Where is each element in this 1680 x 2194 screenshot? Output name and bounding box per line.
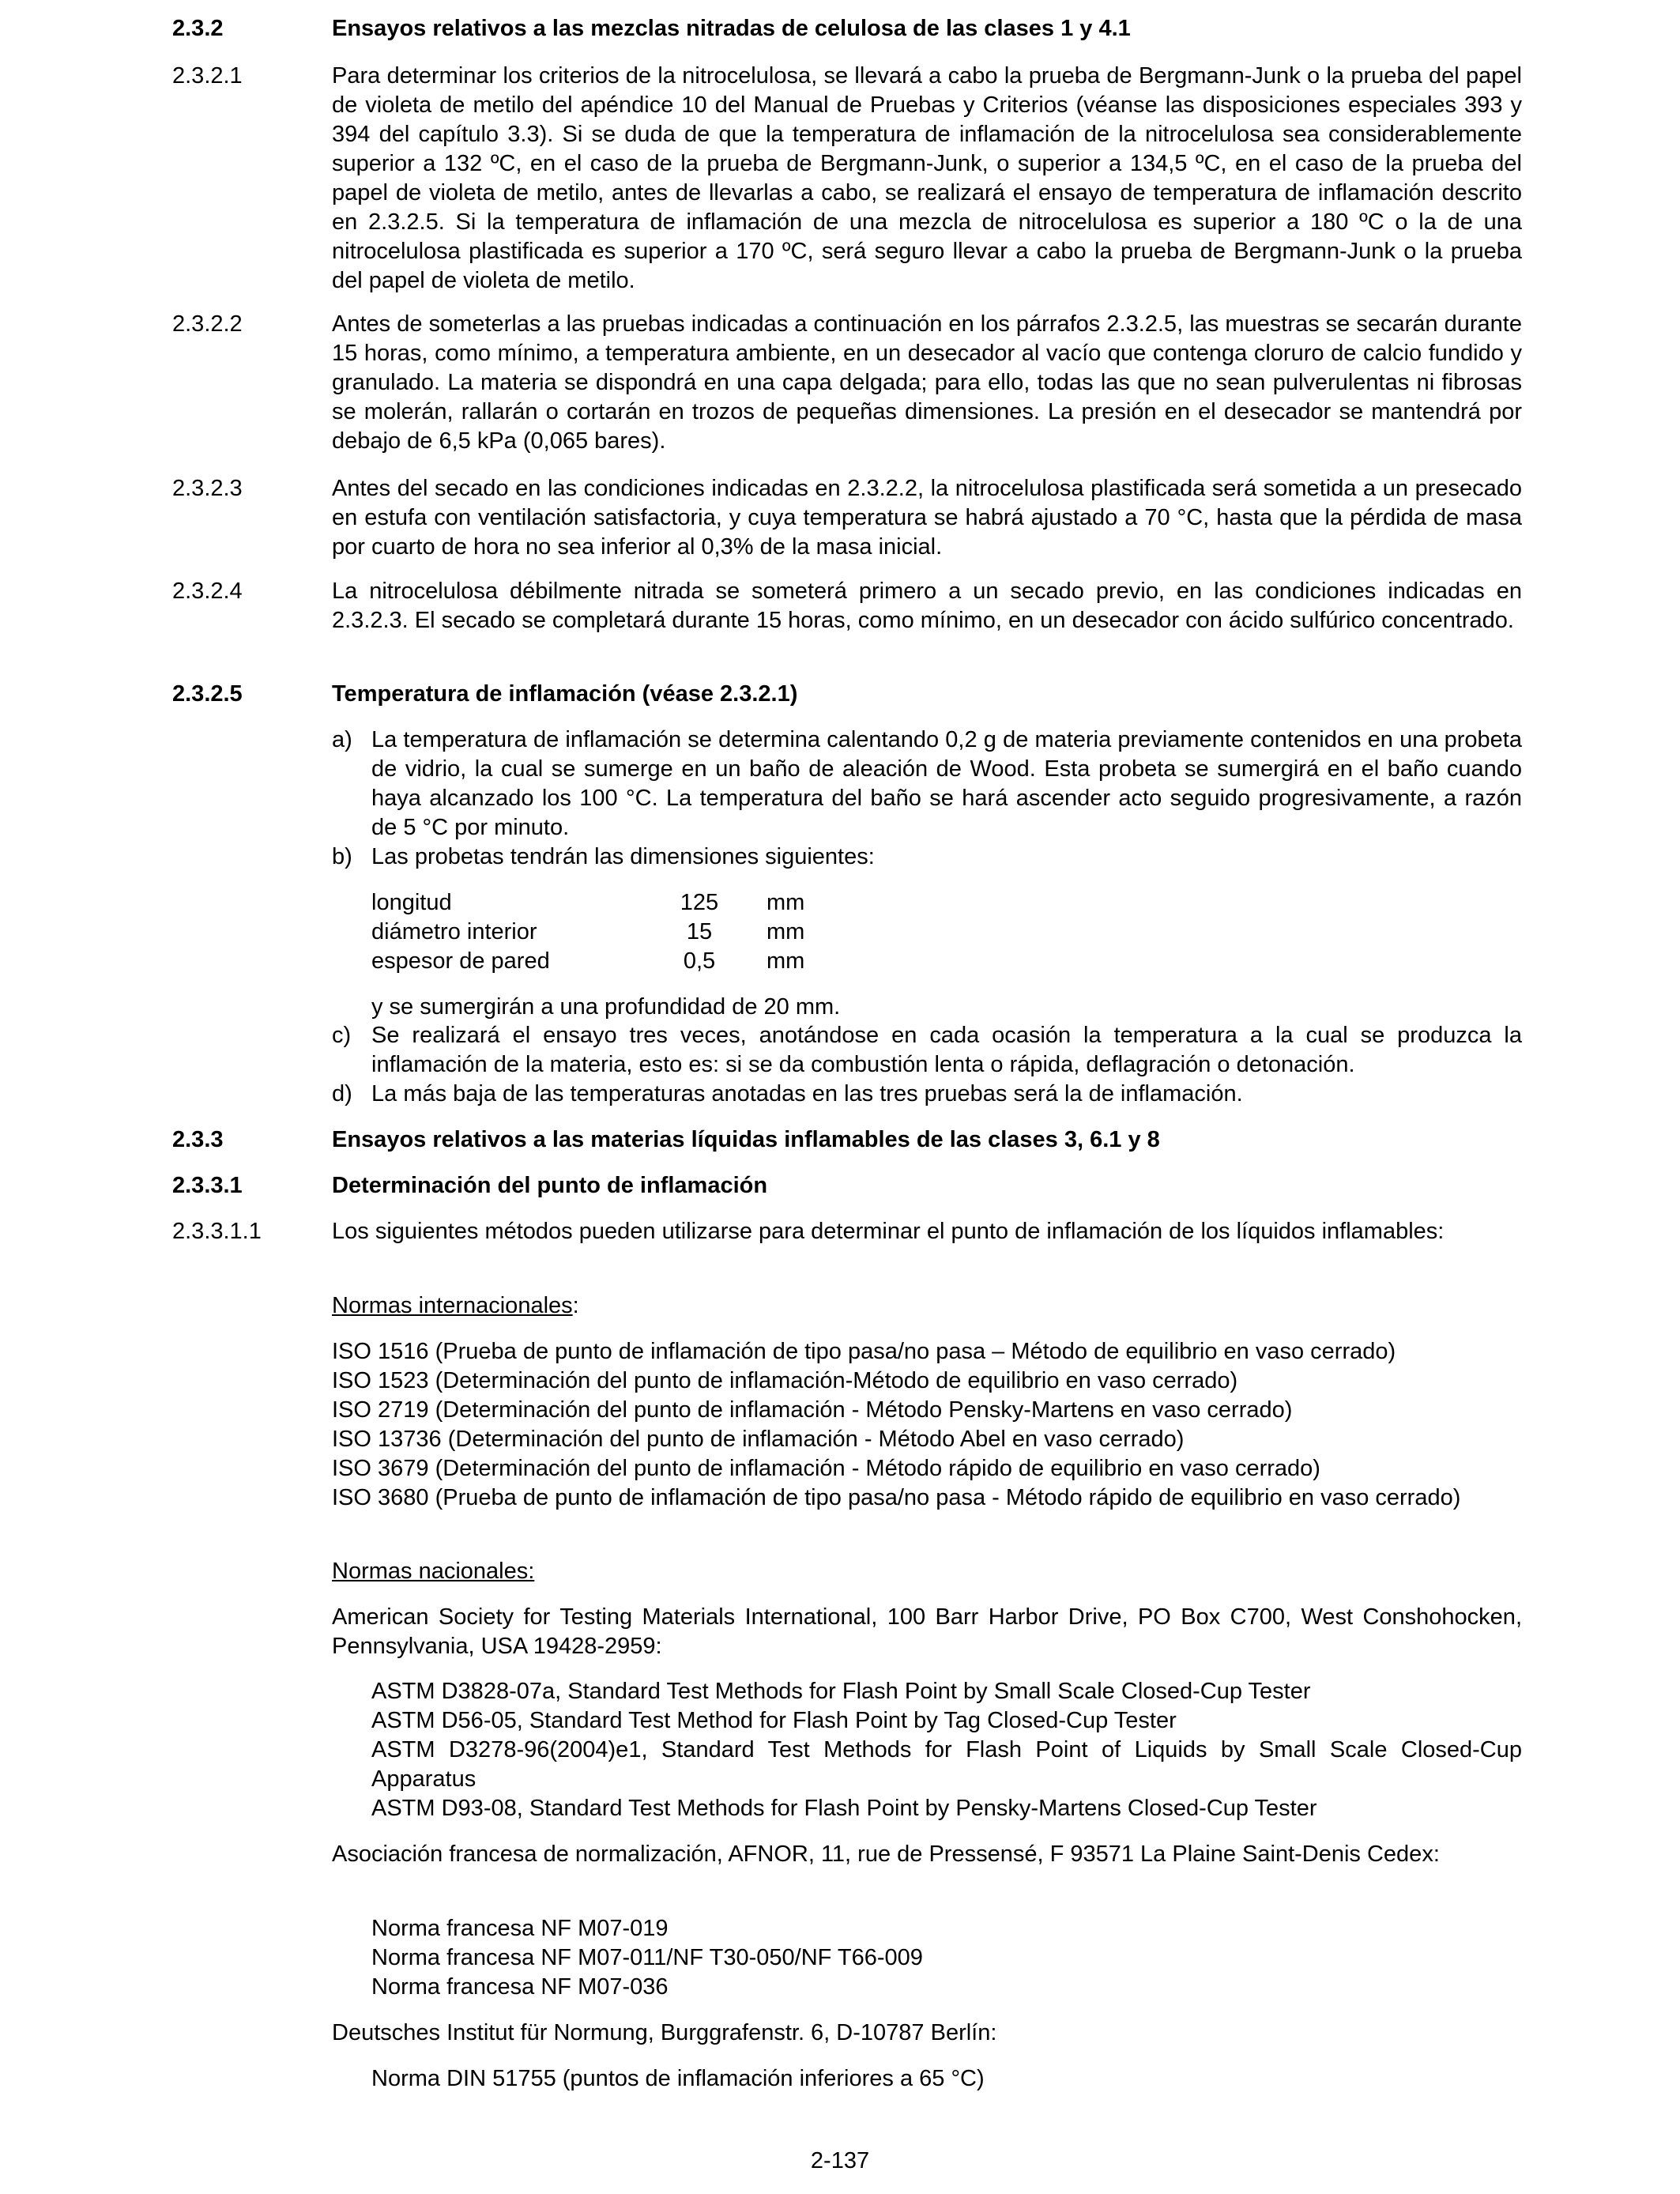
dimension-value: 15 [686,919,713,944]
list-item-b-continuation: y se sumergirán a una profundidad de 20 mm. [371,994,841,1020]
dimension-row [371,918,925,947]
heading-text: Normas internacionales [332,1293,573,1318]
list-item: ASTM D93-08, Standard Test Methods for Flash Point by Pensky-Martens Closed-Cup Tester [371,1796,1317,1821]
din-organization: Deutsches Institut für Normung, Burggrafenstr. 6, D-10787 Berlín: [332,2020,997,2045]
list-label: b) [332,844,352,869]
list-item: ISO 1523 (Determinación del punto de inflamación-Método de equilibrio en vaso cerrado) [332,1368,1238,1393]
afnor-standards-list [371,1914,1522,2002]
dimension-unit: mm [767,919,805,944]
list-text: Se realizará el ensayo tres veces, anotándose en cada ocasión la temperatura a la cual se produzca la inflamación de la materia, esto es: si se da combustión lenta o rápida, deflagración o detonación. [371,1023,1522,1077]
paragraph-text: Antes de someterlas a las pruebas indicadas a continuación en los párrafos 2.3.2.5, las muestras se secarán durante 15 horas, como mínimo, a temperatura ambiente, en un desecador al vacío que contenga cloruro de calcio fundido y granulado. La materia se dispondrá en una capa delgada; para ello, todas las que no sean pulverulentas ni fibrosas se molerán, rallarán o cortarán en trozos de pequeñas dimensiones. La presión en el desecador se mantendrá por debajo de 6,5 kPa (0,065 bares). [332,311,1522,454]
paragraph-text: Los siguientes métodos pueden utilizarse para determinar el punto de inflamación de los líquidos inflamables: [332,1219,1445,1244]
list-item: ASTM D3278-96(2004)e1, Standard Test Methods for Flash Point of Liquids by Small Scale Closed-Cup Apparatus [371,1737,1522,1792]
international-standards-heading [332,1291,1522,1321]
list-item: ISO 3680 (Prueba de punto de inflamación de tipo pasa/no pasa - Método rápido de equilibrio en vaso cerrado) [332,1485,1461,1510]
list-item: ISO 1516 (Prueba de punto de inflamación de tipo pasa/no pasa – Método de equilibrio en vaso cerrado) [332,1339,1396,1364]
section-title: Ensayos relativos a las materias líquidas inflamables de las clases 3, 6.1 y 8 [332,1127,1160,1152]
section-title: Ensayos relativos a las mezclas nitradas de celulosa de las clases 1 y 4.1 [332,16,1131,41]
section-title: Determinación del punto de inflamación [332,1173,768,1198]
list-item: ISO 2719 (Determinación del punto de inflamación - Método Pensky-Martens en vaso cerrado) [332,1397,1293,1423]
paragraph-number: 2.3.3.1.1 [172,1219,262,1244]
international-standards-list [332,1337,1522,1513]
dimension-row [371,947,925,976]
list-item: Norma francesa NF M07-011/NF T30-050/NF T66-009 [371,1945,923,1970]
dimension-unit: mm [767,948,805,974]
list-item: Norma francesa NF M07-036 [371,1974,669,2000]
section-number: 2.3.3 [172,1127,224,1152]
heading-colon: : [572,1293,579,1318]
dimension-row [371,888,925,918]
dimension-unit: mm [767,890,805,915]
national-standards-heading [332,1557,1522,1586]
dimension-name: diámetro interior [371,919,537,944]
dimension-name: longitud [371,890,452,915]
section-number: 2.3.2 [172,16,224,41]
list-item: ASTM D56-05, Standard Test Method for Flash Point by Tag Closed-Cup Tester [371,1708,1177,1733]
list-text: La más baja de las temperaturas anotadas en las tres pruebas será la de inflamación. [371,1081,1243,1106]
paragraph-number: 2.3.2.3 [172,476,243,501]
list-item: ASTM D3828-07a, Standard Test Methods for Flash Point by Small Scale Closed-Cup Tester [371,1679,1311,1704]
list-item: ISO 3679 (Determinación del punto de inflamación - Método rápido de equilibrio en vaso cerrado) [332,1456,1320,1481]
paragraph-number: 2.3.2.2 [172,311,243,337]
paragraph-text: Antes del secado en las condiciones indicadas en 2.3.2.2, la nitrocelulosa plastificada será sometida a un presecado en estufa con ventilación satisfactoria, y cuya temperatura se habrá ajustado a 70 °C, hasta que la pérdida de masa por cuarto de hora no sea inferior al 0,3% de la masa inicial. [332,476,1522,560]
section-number: 2.3.3.1 [172,1173,243,1198]
paragraph-number: 2.3.2.1 [172,63,243,89]
din-standard: Norma DIN 51755 (puntos de inflamación inferiores a 65 °C) [371,2066,985,2091]
paragraph-number: 2.3.2.4 [172,579,243,604]
list-text: Las probetas tendrán las dimensiones siguientes: [371,844,875,869]
paragraph-text: Para determinar los criterios de la nitrocelulosa, se llevará a cabo la prueba de Bergmann-Junk o la prueba del papel de violeta de metilo del apéndice 10 del Manual de Pruebas y Criterios (véanse las disposiciones especiales 393 y 394 del capítulo 3.3). Si se duda de que la temperatura de inflamación de la nitrocelulosa sea considerablemente superior a 132 ºC, en el caso de la prueba de Bergmann-Junk, o superior a 134,5 ºC, en el caso de la prueba del papel de violeta de metilo, antes de llevarlas a cabo, se realizará el ensayo de temperatura de inflamación descrito en 2.3.2.5. Si la temperatura de inflamación de una mezcla de nitrocelulosa es superior a 180 ºC o la de una nitrocelulosa plastificada es superior a 170 ºC, será seguro llevar a cabo la prueba de Bergmann-Junk o la prueba del papel de violeta de metilo. [332,63,1522,293]
list-text: La temperatura de inflamación se determina calentando 0,2 g de materia previamente contenidos en una probeta de vidrio, la cual se sumerge en un baño de aleación de Wood. Esta probeta se sumergirá en el baño cuando haya alcanzado los 100 °C. La temperatura del baño se hará ascender acto seguido progresivamente, a razón de 5 °C por minuto. [371,727,1522,840]
heading-text: Normas nacionales: [332,1559,535,1584]
dimension-value: 125 [680,890,719,915]
list-item: Norma francesa NF M07-019 [371,1916,669,1941]
section-number: 2.3.2.5 [172,681,243,707]
afnor-organization: Asociación francesa de normalización, AFNOR, 11, rue de Pressensé, F 93571 La Plaine Saint-Denis Cedex: [332,1842,1440,1867]
dimension-name: espesor de pared [371,948,550,974]
astm-standards-list [371,1677,1522,1823]
list-label: d) [332,1081,352,1106]
dimension-value: 0,5 [683,948,716,974]
list-item: ISO 13736 (Determinación del punto de inflamación - Método Abel en vaso cerrado) [332,1427,1185,1452]
paragraph-text: La nitrocelulosa débilmente nitrada se someterá primero a un secado previo, en las condiciones indicadas en 2.3.2.3. El secado se completará durante 15 horas, como mínimo, en un desecador con ácido sulfúrico concentrado. [332,579,1522,633]
section-title: Temperatura de inflamación (véase 2.3.2.1) [332,681,798,707]
list-label: c) [332,1023,352,1048]
list-label: a) [332,727,352,752]
page-number: 2-137 [810,2148,870,2173]
astm-organization: American Society for Testing Materials International, 100 Barr Harbor Drive, PO Box C700, West Conshohocken, Pennsylvania, USA 19428-2959: [332,1604,1522,1659]
